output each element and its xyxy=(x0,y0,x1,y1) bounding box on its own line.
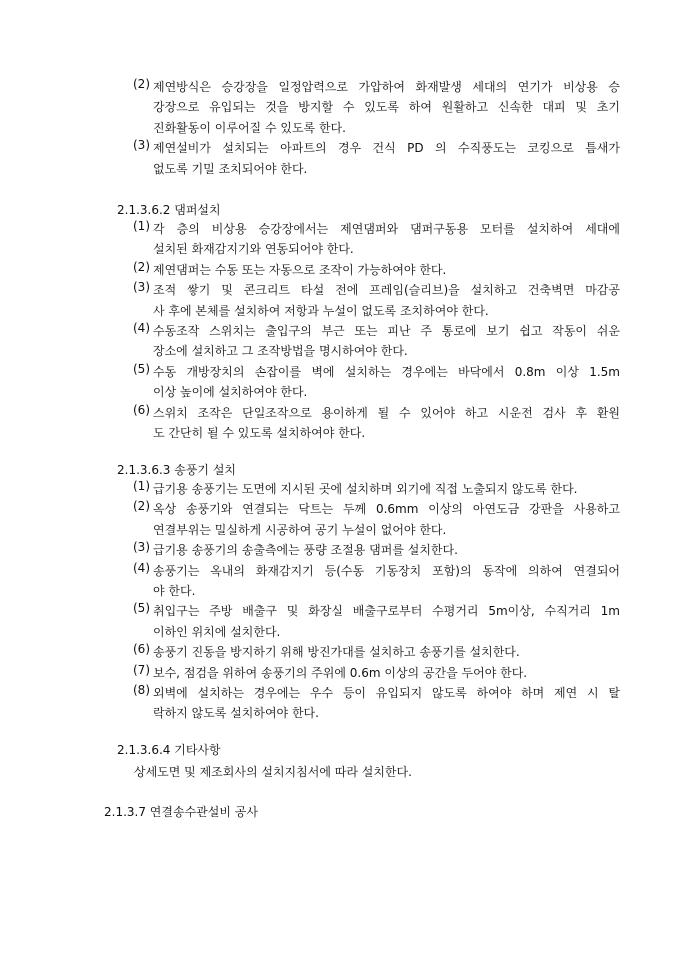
list-item: (5) 취입구는 주방 배출구 및 화장실 배출구로부터 수평거리 5m이상, 수직거리 1m 이하인 위치에 설치한다. xyxy=(133,601,620,639)
section-3-item-list xyxy=(133,479,620,724)
list-item: (7) 보수, 점검을 위하여 송풍기의 주위에 0.6m 이상의 공간을 두어야 한다. xyxy=(133,662,528,680)
list-item: (1) 각 층의 비상용 승강장에서는 제연댐퍼와 댐퍼구동용 모터를 설치하여 세대에 설치된 화재감지기와 연동되어야 한다. xyxy=(133,219,620,257)
item-number: (4) xyxy=(133,560,150,575)
list-item: (3) 조적 쌓기 및 콘크리트 타설 전에 프레임(슬리브)을 설치하고 건축벽면 마감공 사 후에 본체를 설치하여 저항과 누설이 없도록 조치하여야 한다. xyxy=(133,280,620,318)
item-number: (4) xyxy=(133,320,150,335)
item-number: (3) xyxy=(133,138,150,153)
list-item: (1) 급기용 송풍기는 도면에 지시된 곳에 설치하며 외기에 직접 노출되지 않도록 한다. xyxy=(133,479,578,496)
list-item: (3) 제연설비가 설치되는 아파트의 경우 건식 PD 의 수직풍도는 코킹으로 틈새가 없도록 기밀 조치되어야 한다. xyxy=(133,138,620,176)
item-number: (2) xyxy=(133,77,150,91)
item-number: (2) xyxy=(133,259,150,274)
list-item: (2) 옥상 송풍기와 연결되는 닥트는 두께 0.6mm 이상의 아연도금 강판을 사용하고 연결부위는 밀실하게 시공하여 공기 누설이 없어야 한다. xyxy=(133,499,620,537)
section-2-item-list xyxy=(133,219,620,443)
item-number: (6) xyxy=(133,402,150,417)
list-item: (4) 수동조작 스위치는 출입구의 부근 또는 피난 주 통로에 보기 쉽고 작동이 쉬운 장소에 설치하고 그 조작방법을 명시하여야 한다. xyxy=(133,320,620,359)
top-item-list xyxy=(133,77,620,179)
item-number: (5) xyxy=(133,361,150,376)
list-item: (5) 수동 개방장치의 손잡이를 벽에 설치하는 경우에는 바닥에서 0.8m 이상 1.5m 이상 높이에 설치하여야 한다. xyxy=(133,361,620,400)
list-item: (4) 송풍기는 옥내의 화재감지기 등(수동 기동장치 포함)의 동작에 의하여 연결되어 야 한다. xyxy=(133,560,620,598)
section-body: 상세도면 및 제조회사의 설치지침서에 따라 설치한다. xyxy=(134,765,412,779)
item-number: (1) xyxy=(133,479,150,493)
list-item: (6) 스위치 조작은 단일조작으로 용이하게 될 수 있어야 하고 시운전 검사 후 환원 도 간단히 될 수 있도록 설치하여야 한다. xyxy=(133,402,620,440)
list-item: (6) 송풍기 진동을 방지하기 위해 방진가대를 설치하고 송풍기를 설치한다. xyxy=(133,642,520,660)
item-number: (1) xyxy=(133,219,150,233)
item-number: (5) xyxy=(133,601,150,616)
list-item: (2) 제연댐퍼는 수동 또는 자동으로 조작이 가능하여야 한다. xyxy=(133,259,447,277)
section-heading: 2.1.3.7 연결송수관설비 공사 xyxy=(104,805,258,819)
item-number: (7) xyxy=(133,662,150,677)
item-number: (3) xyxy=(133,280,150,295)
section-heading: 2.1.3.6.2 댐퍼설치 xyxy=(117,203,221,217)
item-number: (6) xyxy=(133,642,150,657)
list-item: (3) 급기용 송풍기의 송출측에는 풍량 조절용 댐퍼를 설치한다. xyxy=(133,540,458,558)
section-heading: 2.1.3.6.4 기타사항 xyxy=(117,743,221,757)
section-heading: 2.1.3.6.3 송풍기 설치 xyxy=(117,463,237,477)
list-item: (8) 외벽에 설치하는 경우에는 우수 등이 유입되지 않도록 하여야 하며 제연 시 탈 락하지 않도록 설치하여야 한다. xyxy=(133,682,620,721)
item-number: (3) xyxy=(133,540,150,555)
item-number: (2) xyxy=(133,499,150,514)
item-number: (8) xyxy=(133,682,150,697)
list-item: (2) 제연방식은 승강장을 일정압력으로 가압하여 화재발생 세대의 연기가 비상용 승 강장으로 유입되는 것을 방지할 수 있도록 하여 원활하고 신속한 대피 및 초기 진화활동이 이루어질 수 있도록 한다. xyxy=(133,77,620,135)
